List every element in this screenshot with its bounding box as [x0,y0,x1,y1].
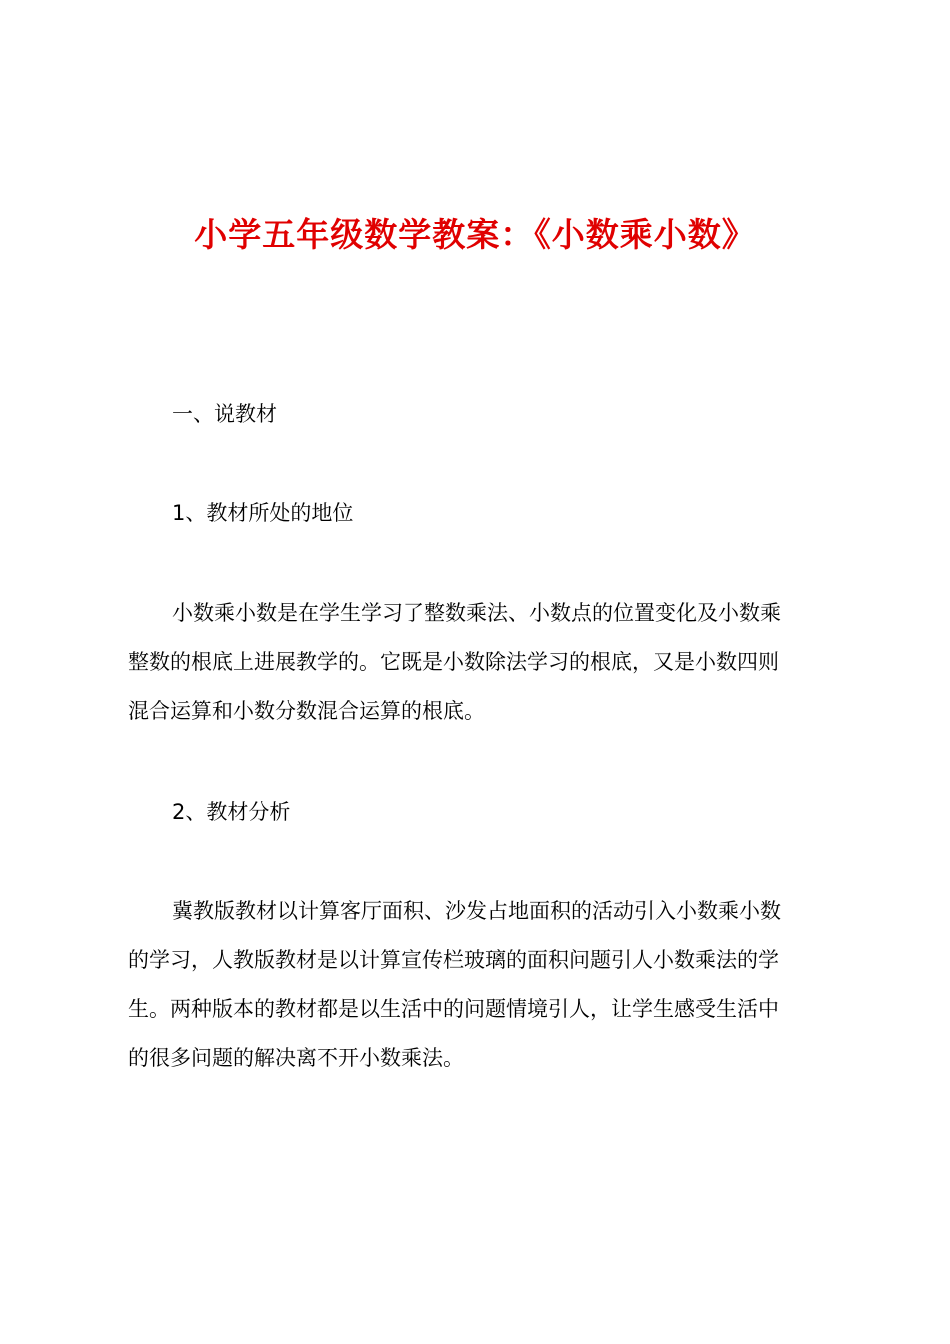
subsection-heading-2: 2、教材分析 [172,800,291,824]
section-heading-1: 一、说教材 [172,402,277,426]
document-title: 小学五年级数学教案：《小数乘小数》 [194,215,756,254]
paragraph-2 [128,896,832,1092]
paragraph-line: 冀教版教材以计算客厅面积、沙发占地面积的活动引入小数乘小数 [172,899,781,923]
paragraph-line: 生。两种版本的教材都是以生活中的问题情境引人，让学生感受生活中 [128,997,779,1021]
paragraph-line: 混合运算和小数分数混合运算的根底。 [128,699,485,723]
subsection-heading-1: 1、教材所处的地位 [172,501,354,525]
paragraph-line: 的学习，人教版教材是以计算宣传栏玻璃的面积问题引人小数乘法的学 [128,948,779,972]
paragraph-1 [128,598,832,745]
paragraph-line: 整数的根底上进展教学的。它既是小数除法学习的根底，又是小数四则 [128,650,779,674]
paragraph-line: 的很多问题的解决离不开小数乘法。 [128,1046,464,1070]
paragraph-line: 小数乘小数是在学生学习了整数乘法、小数点的位置变化及小数乘 [172,601,781,625]
